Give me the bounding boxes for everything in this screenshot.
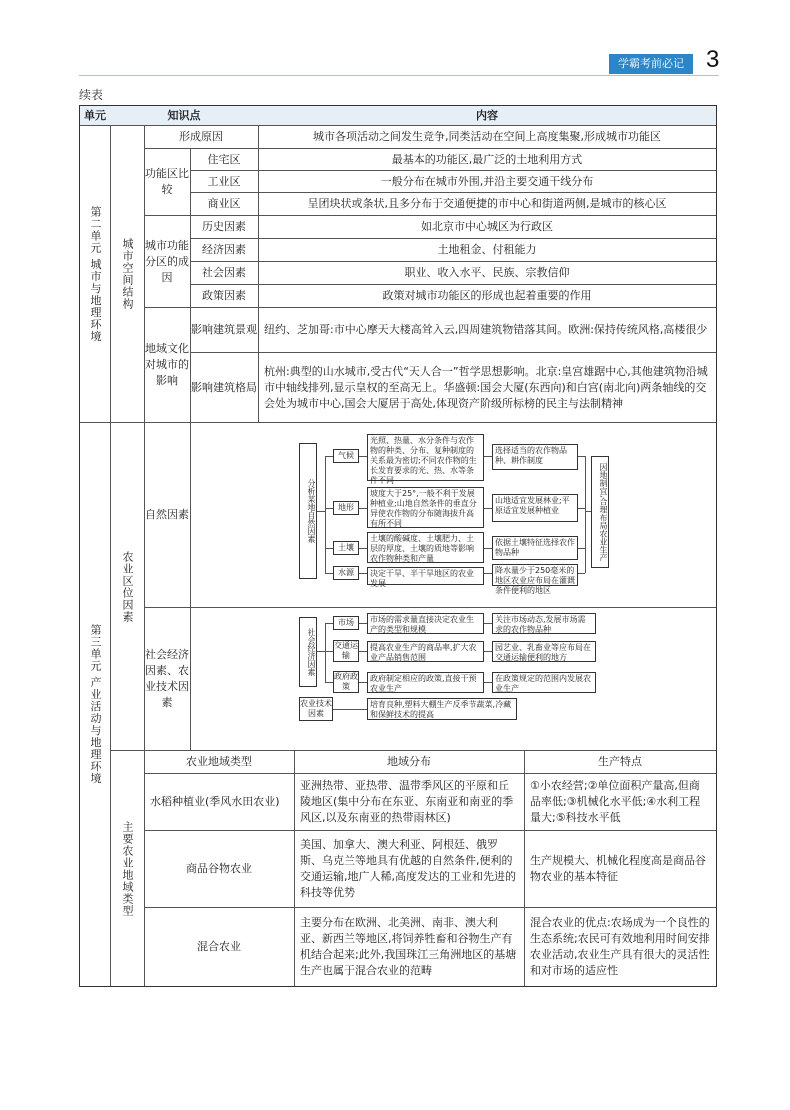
culture-label: 地域文化对城市的影响 <box>145 342 189 387</box>
social-factor-result: 关注市场动态,发展市场需求的农作物品种 <box>492 613 596 634</box>
connector <box>359 651 367 652</box>
factor-result: 降水量少于250毫米的地区农业应布局在灌溉条件便利的地区 <box>492 564 578 586</box>
factor-result: 依据土壤特征选择农作物品种 <box>492 536 578 560</box>
types-label: 主要农业地域类型 <box>121 820 134 917</box>
cause-name: 政策因素 <box>202 289 246 302</box>
connector <box>325 456 326 573</box>
header-unit: 单元 <box>80 106 110 125</box>
zone-name: 商业区 <box>207 197 241 210</box>
social-factor-name: 政府政策 <box>334 672 358 691</box>
cause-content: 职业、收入水平、民族、宗教信仰 <box>404 266 570 279</box>
type-features: 混合农业的优点:农场成为一个良性的生态系统;农民可有效地利用时间安排农业活动,农业生产具有很大的灵活性和对市场的适应性 <box>530 916 710 977</box>
social-factor-result: 园艺业、乳畜业等应布局在交通运输便利的地方 <box>492 641 596 662</box>
connector <box>325 573 333 574</box>
factor-detail: 坡度大于25°,一般不利于发展种植业;山地自然条件的垂直分异使农作物的分布随海拔升高有所不同 <box>367 487 484 528</box>
factor-name: 气候 <box>333 449 359 463</box>
connector <box>325 623 326 682</box>
connector <box>317 511 325 512</box>
zone-content: 呈团块状或条状,且多分布于交通便捷的市中心和街道两侧,是城市的核心区 <box>307 197 667 210</box>
social-factor-detail: 政府制定相应的政策,直接干预农业生产 <box>367 672 484 693</box>
connector <box>325 651 333 652</box>
connector <box>578 548 585 549</box>
unit2-title-cell <box>80 126 110 422</box>
divider <box>144 607 716 608</box>
type-distribution: 美国、加拿大、澳大利亚、阿根廷、俄罗斯、乌克兰等地具有优越的自然条件,便利的交通运输,地广人稀,高度发达的工业和先进的科技等优势 <box>300 838 516 899</box>
connector <box>325 508 333 509</box>
connector <box>484 682 492 683</box>
culture-name: 影响建筑景观 <box>191 323 257 336</box>
cause-name: 社会因素 <box>202 266 246 279</box>
factor-detail: 光照、热量、水分条件与农作物的种类、分布、复种制度的关系最为密切;不同农作物的生长发育要求的光、热、水等条件不同 <box>367 434 484 481</box>
divider <box>190 422 191 750</box>
cause-name: 历史因素 <box>202 220 246 233</box>
connector <box>359 623 367 624</box>
unit2-sub-cell <box>110 126 144 422</box>
unit3-title: 第三单元 产业活动与地理环境 <box>89 624 102 785</box>
social-factor-detail: 市场的需求量直接决定农业生产的类型和规模 <box>367 613 484 634</box>
header-content: 内容 <box>258 106 716 125</box>
unit2-title: 第二单元 城市与地理环境 <box>89 205 102 343</box>
types-header: 农业地域类型 <box>186 755 252 768</box>
knowledge-table <box>79 105 717 987</box>
formation-label: 形成原因 <box>179 130 223 143</box>
social-root: 社会经济因素 <box>299 617 317 687</box>
culture-content: 纽约、芝加哥:市中心摩天大楼高耸入云,四周建筑物错落其间。欧洲:保持传统风格,高楼很少 <box>264 323 708 336</box>
connector <box>317 651 325 652</box>
zone-name: 工业区 <box>207 174 241 188</box>
social-factor-name: 市场 <box>333 616 359 630</box>
zone-name: 住宅区 <box>207 152 241 166</box>
location-label-cell <box>110 423 144 750</box>
connector <box>578 573 585 574</box>
type-features: 生产规模大、机械化程度高是商品谷物农业的基本特征 <box>530 854 706 883</box>
natural-label: 自然因素 <box>145 508 189 521</box>
type-distribution: 亚洲热带、亚热带、温带季风区的平原和丘陵地区(集中分布在东亚、东南亚和南亚的季风区,以及东南亚的热带雨林区) <box>300 779 514 824</box>
factor-result: 选择适当的农作物品种、耕作制度 <box>492 444 578 470</box>
connector <box>585 456 586 573</box>
zone-content: 一般分布在城市外围,并沿主要交通干线分布 <box>380 174 594 188</box>
types-header: 生产特点 <box>598 755 642 768</box>
natural-conclusion: 因地制宜,合理布局农业生产 <box>591 456 609 568</box>
cause-content: 土地租金、付租能力 <box>437 243 537 256</box>
connector <box>484 508 492 509</box>
causes-label: 城市功能分区的成因 <box>145 238 189 284</box>
continued-label: 续表 <box>79 88 104 102</box>
connector <box>359 508 367 509</box>
zones-label: 功能区比较 <box>145 167 189 196</box>
connector <box>359 573 367 574</box>
location-label: 农业区位因素 <box>121 550 134 623</box>
connector <box>333 709 367 710</box>
connector <box>359 548 367 549</box>
tech-factor-detail: 培育良种,塑料大棚生产反季节蔬菜,冷藏和保鲜技术的提高 <box>367 698 517 720</box>
connector <box>484 651 492 652</box>
connector <box>325 456 333 457</box>
type-name: 水稻种植业(季风水田农业) <box>150 795 280 808</box>
connector <box>578 508 585 509</box>
header-rule <box>79 75 719 76</box>
social-factor-result: 在政策规定的范围内发展农业生产 <box>492 672 596 693</box>
social-factor-name: 交通运输 <box>334 641 358 660</box>
factor-name: 地形 <box>333 501 359 515</box>
cause-content: 如北京市中心城区为行政区 <box>421 220 553 233</box>
cause-content: 政策对城市功能区的形成也起着重要的作用 <box>382 289 592 302</box>
formation-content: 城市各项活动之间发生竞争,同类活动在空间上高度集聚,形成城市功能区 <box>313 130 661 143</box>
social-label: 社会经济因素、农业技术因素 <box>145 648 189 709</box>
type-features: ①小农经营;②单位面积产量高,但商品率低;③机械化水平低;④水利工程量大;⑤科技水平低 <box>530 779 701 824</box>
culture-content: 杭州:典型的山水城市,受古代“天人合一”哲学思想影响。北京:皇宫雄踞中心,其他建筑物沿城市中轴线排列,显示皇权的至高无上。华盛顿:国会大厦(东西向)和白宫(南北向)两条轴线的交会处为城市中心,国会大厦居于高处,体现资产阶级所标榜的民主与法制精神 <box>264 364 708 410</box>
unit2-sub: 城市空间结构 <box>121 238 134 310</box>
types-header: 地域分布 <box>387 755 431 768</box>
connector <box>578 456 585 457</box>
connector <box>359 456 367 457</box>
unit3-title-cell <box>80 423 110 986</box>
connector <box>325 548 333 549</box>
type-name: 商品谷物农业 <box>186 862 252 875</box>
type-name: 混合农业 <box>197 940 241 953</box>
tech-factor-name: 农业技术因素 <box>299 697 333 721</box>
factor-name: 土壤 <box>333 541 359 555</box>
factor-detail: 土壤的酸碱度、土壤肥力、土层的厚度、土壤的质地等影响农作物种类和产量 <box>367 532 484 563</box>
factor-detail: 决定干旱、半干旱地区的农业发展 <box>367 567 484 585</box>
connector <box>484 456 492 457</box>
types-label-cell <box>110 751 144 986</box>
header-knowledge: 知识点 <box>110 106 258 125</box>
connector <box>484 623 492 624</box>
connector <box>325 623 333 624</box>
connector <box>359 682 367 683</box>
page-number: 3 <box>706 46 720 73</box>
connector <box>484 573 492 574</box>
connector <box>484 548 492 549</box>
factor-name: 水源 <box>333 566 359 580</box>
factor-result: 山地适宜发展林业;平原适宜发展种植业 <box>492 494 578 522</box>
connector <box>325 682 333 683</box>
culture-name: 影响建筑格局 <box>191 380 257 394</box>
social-factor-detail: 提高农业生产的商品率,扩大农业产品销售范围 <box>367 641 484 662</box>
zone-content: 最基本的功能区,最广泛的土地利用方式 <box>391 152 583 166</box>
cause-name: 经济因素 <box>202 243 246 256</box>
natural-root: 分析某地自然因素 <box>299 443 317 579</box>
divider <box>110 125 111 422</box>
type-distribution: 主要分布在欧洲、北美洲、南非、澳大利亚、新西兰等地区,将饲养牲畜和谷物生产有机结合起来;此外,我国珠江三角洲地区的基塘生产也属于混合农业的范畴 <box>300 916 517 977</box>
header-badge: 学霸考前必记 <box>609 54 693 74</box>
